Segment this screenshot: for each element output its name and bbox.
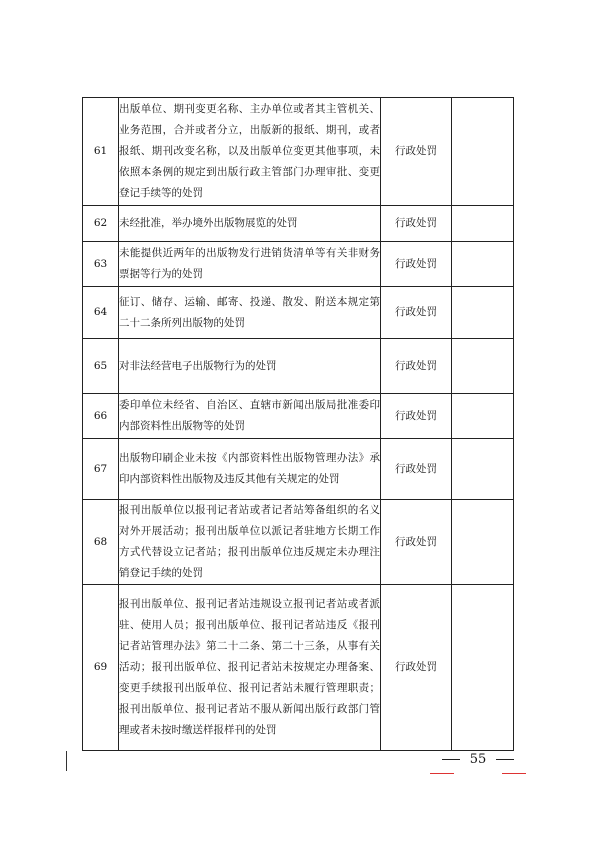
row-content: 出版单位、期刊变更名称、主办单位或者其主管机关、业务范围，合并或者分立，出版新的报纸、期刊，或者报纸、期刊改变名称，以及出版单位变更其他事项，未依照本条例的规定到出版行政主管部门办理审批、变更登记手续等的处罚: [119, 98, 381, 206]
row-number: 67: [83, 439, 119, 500]
page-footer: [430, 752, 526, 774]
row-content: 报刊出版单位以报刊记者站或者记者站筹备组织的名义对外开展活动；报刊出版单位以派记者驻地方长期工作方式代替设立记者站；报刊出版单位违反规定未办理注销登记手续的处罚: [119, 500, 381, 585]
row-extra-cell: [452, 439, 514, 500]
row-number: 66: [83, 394, 119, 439]
row-content: 未经批准，举办境外出版物展览的处罚: [119, 206, 381, 242]
row-extra-cell: [452, 206, 514, 242]
row-type: 行政处罚: [381, 394, 452, 439]
row-number: 64: [83, 287, 119, 339]
item-table: [82, 97, 514, 751]
row-extra-cell: [452, 287, 514, 339]
row-number: 69: [83, 585, 119, 751]
table-row: [83, 585, 514, 751]
row-content: 征订、储存、运输、邮寄、投递、散发、附送本规定第二十二条所列出版物的处罚: [119, 287, 381, 339]
row-extra-cell: [452, 242, 514, 287]
row-content: 对非法经营电子出版物行为的处罚: [119, 339, 381, 394]
footer-dash-right: [496, 759, 514, 760]
row-content: 报刊出版单位、报刊记者站违规设立报刊记者站或者派驻、使用人员；报刊出版单位、报刊记者站违反《报刊记者站管理办法》第二十二条、第二十三条，从事有关活动；报刊出版单位、报刊记者站未按规定办理备案、变更手续报刊出版单位、报刊记者站未履行管理职责；报刊出版单位、报刊记者站不服从新闻出版行政部门管理或者未按时缴送样报样刊的处罚: [119, 585, 381, 751]
table-row: [83, 394, 514, 439]
row-type: 行政处罚: [381, 339, 452, 394]
row-content: 委印单位未经省、自治区、直辖市新闻出版局批准委印内部资料性出版物等的处罚: [119, 394, 381, 439]
row-extra-cell: [452, 585, 514, 751]
footer-red-underline-left: [430, 773, 454, 774]
row-content: 未能提供近两年的出版物发行进销货清单等有关非财务票据等行为的处罚: [119, 242, 381, 287]
row-number: 62: [83, 206, 119, 242]
row-type: 行政处罚: [381, 287, 452, 339]
table-row: [83, 500, 514, 585]
row-number: 63: [83, 242, 119, 287]
table-row: [83, 287, 514, 339]
row-number: 61: [83, 98, 119, 206]
table-row: [83, 242, 514, 287]
row-extra-cell: [452, 339, 514, 394]
row-type: 行政处罚: [381, 500, 452, 585]
row-extra-cell: [452, 98, 514, 206]
row-number: 68: [83, 500, 119, 585]
row-type: 行政处罚: [381, 439, 452, 500]
table-row: [83, 339, 514, 394]
row-type: 行政处罚: [381, 242, 452, 287]
row-type: 行政处罚: [381, 206, 452, 242]
row-number: 65: [83, 339, 119, 394]
table-row: [83, 98, 514, 206]
row-type: 行政处罚: [381, 98, 452, 206]
row-type: 行政处罚: [381, 585, 452, 751]
row-extra-cell: [452, 500, 514, 585]
margin-line: [66, 751, 67, 771]
row-content: 出版物印刷企业未按《内部资料性出版物管理办法》承印内部资料性出版物及违反其他有关规定的处罚: [119, 439, 381, 500]
row-extra-cell: [452, 394, 514, 439]
footer-red-underline-right: [502, 773, 526, 774]
footer-dash-left: [442, 759, 460, 760]
page-number: 55: [469, 752, 487, 767]
table-row: [83, 439, 514, 500]
table-row: [83, 206, 514, 242]
